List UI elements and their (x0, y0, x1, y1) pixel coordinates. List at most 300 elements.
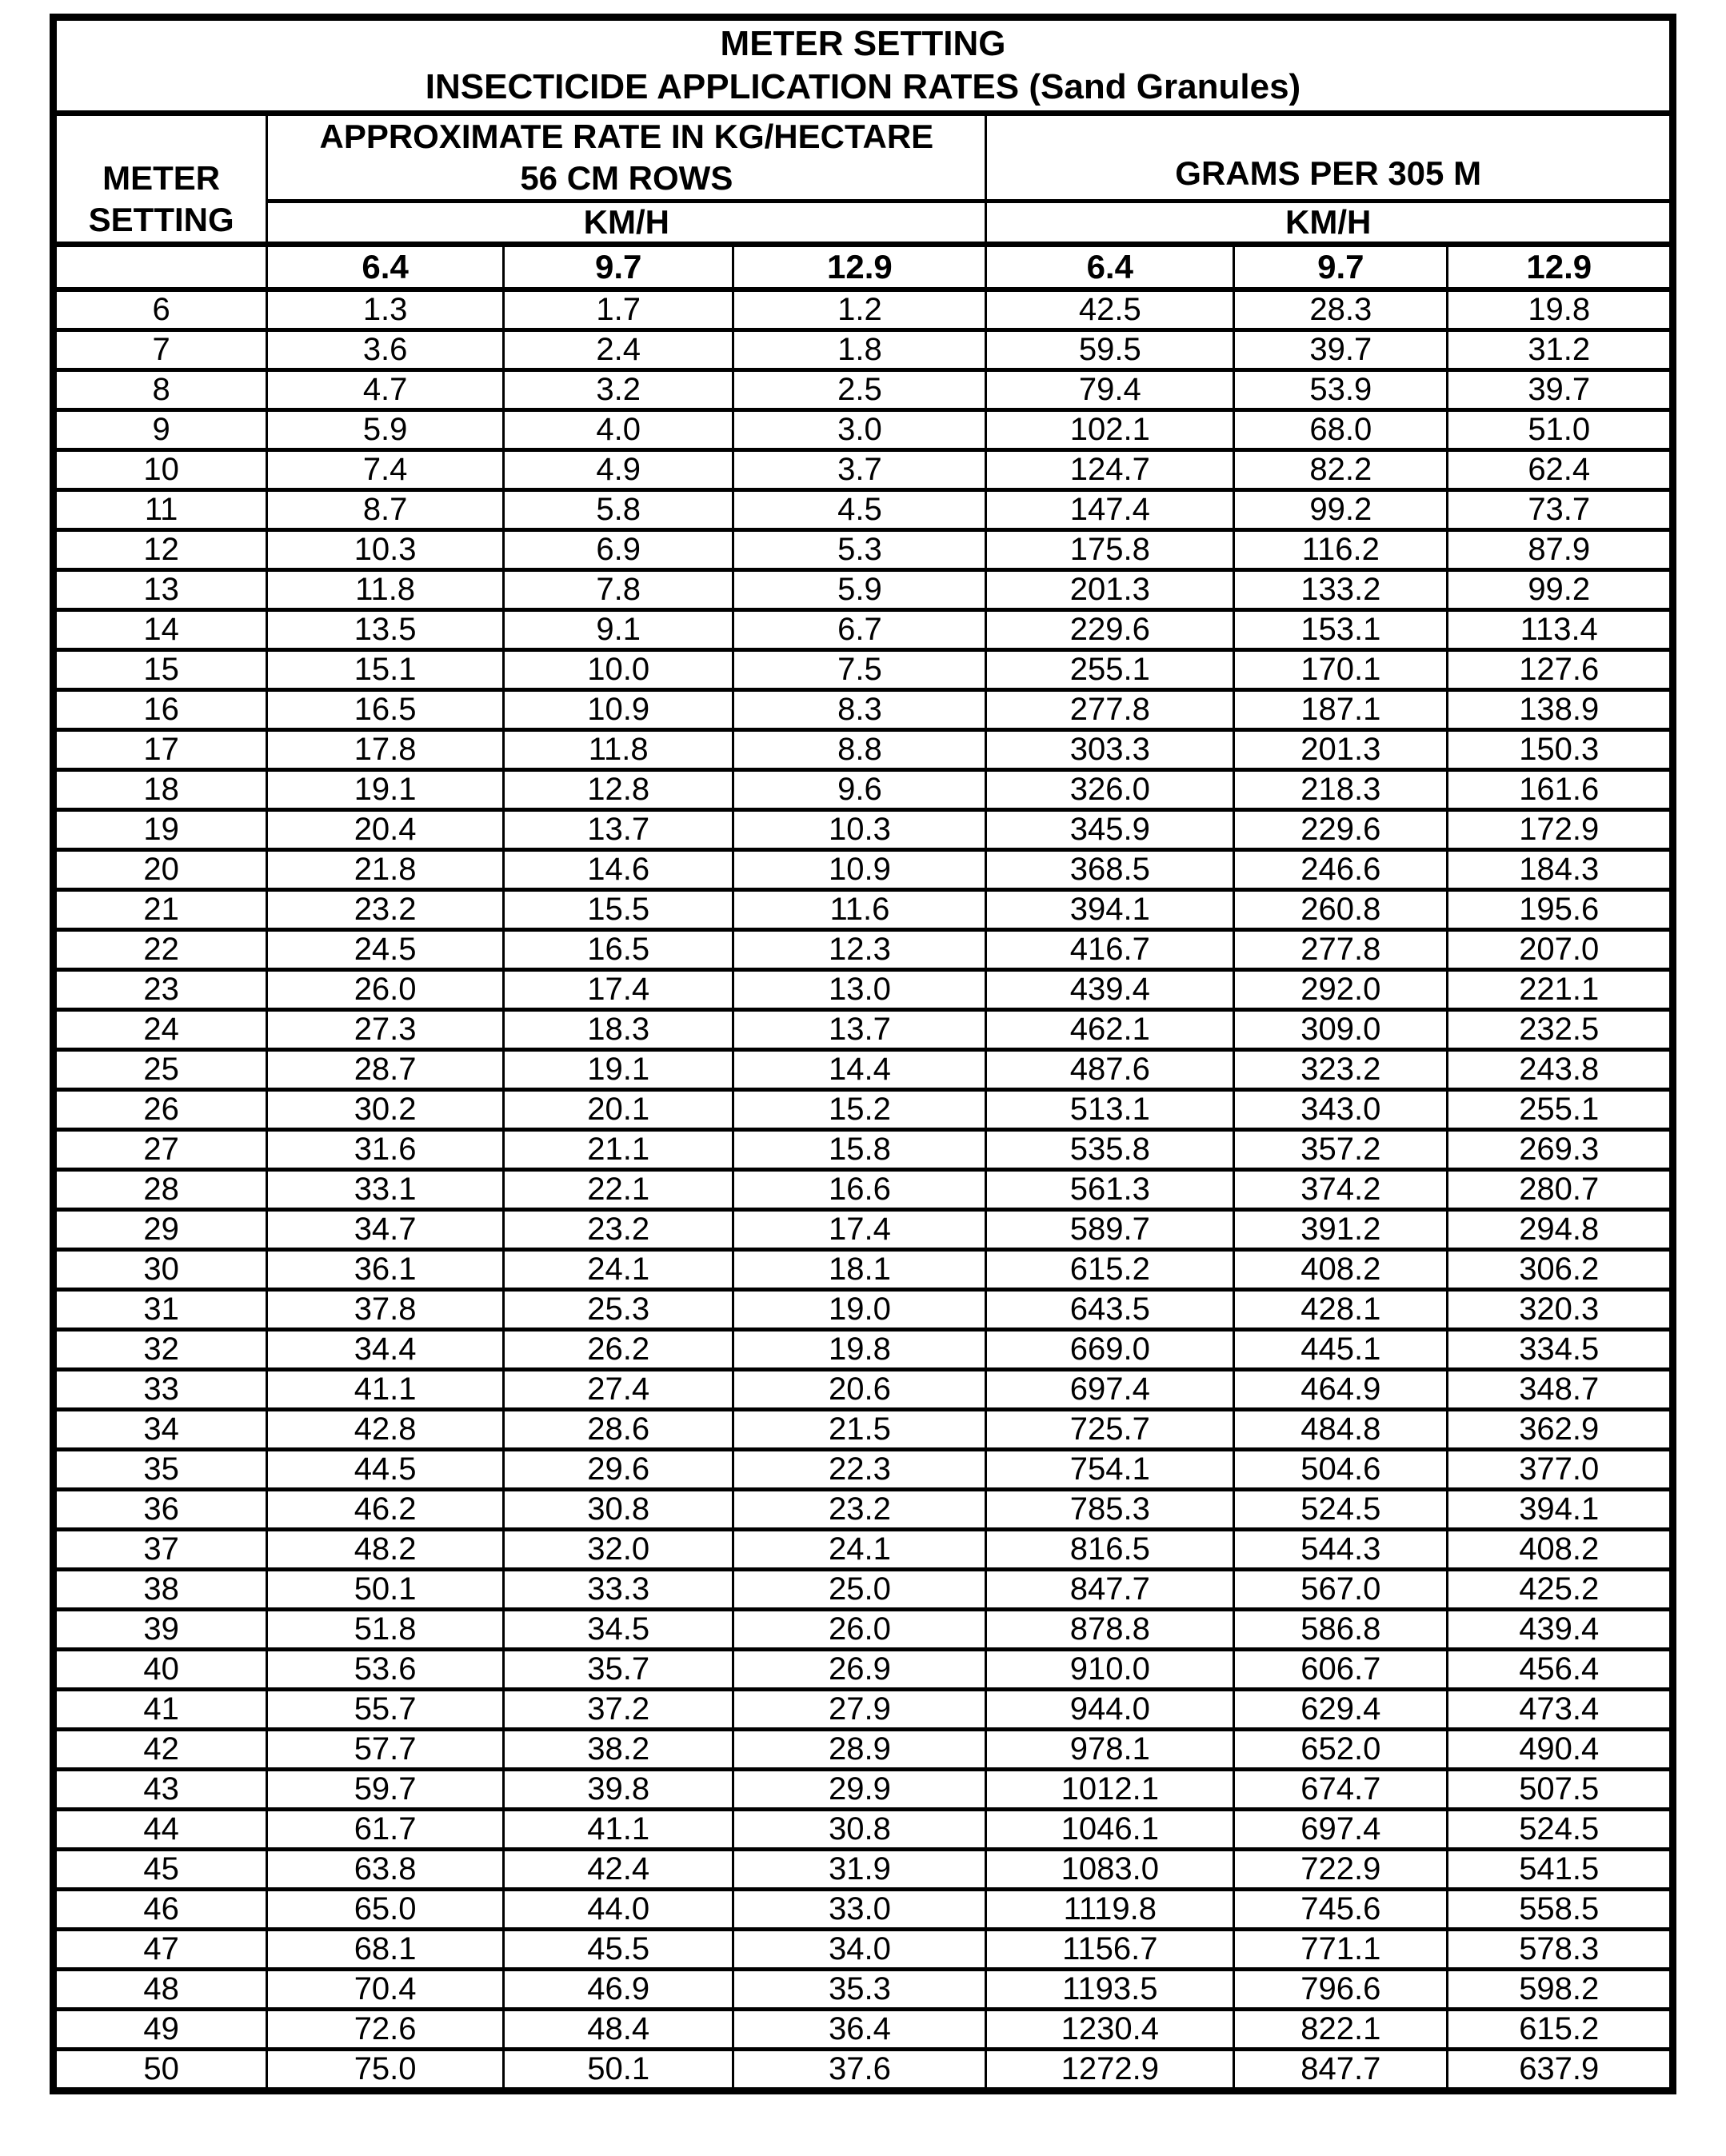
rate-value-cell: 1046.1 (986, 1810, 1234, 1850)
rate-value-cell: 544.3 (1234, 1530, 1448, 1570)
table-row (54, 1130, 1673, 1170)
rate-value-cell: 21.8 (267, 850, 504, 890)
rate-value-cell: 35.3 (733, 1970, 986, 2010)
rate-value-cell: 745.6 (1234, 1890, 1448, 1930)
rate-value-cell: 10.9 (733, 850, 986, 890)
rate-value-cell: 32.0 (503, 1530, 733, 1570)
rate-value-cell: 50.1 (267, 1570, 504, 1610)
table-row (54, 490, 1673, 530)
rate-value-cell: 606.7 (1234, 1650, 1448, 1690)
rate-value-cell: 13.7 (733, 1010, 986, 1050)
rate-value-cell: 504.6 (1234, 1450, 1448, 1490)
table-row (54, 1210, 1673, 1250)
rate-value-cell: 513.1 (986, 1090, 1234, 1130)
meter-setting-cell: 14 (54, 610, 267, 650)
rate-value-cell: 15.8 (733, 1130, 986, 1170)
rate-value-cell: 5.9 (267, 410, 504, 450)
rate-value-cell: 51.0 (1448, 410, 1673, 450)
rate-value-cell: 22.3 (733, 1450, 986, 1490)
rate-value-cell: 25.3 (503, 1290, 733, 1330)
table-row (54, 1930, 1673, 1970)
rate-value-cell: 46.9 (503, 1970, 733, 2010)
rate-value-cell: 161.6 (1448, 770, 1673, 810)
rate-value-cell: 2.5 (733, 370, 986, 410)
table-row (54, 1530, 1673, 1570)
rate-value-cell: 394.1 (1448, 1490, 1673, 1530)
rate-value-cell: 3.6 (267, 330, 504, 370)
rate-value-cell: 73.7 (1448, 490, 1673, 530)
meter-setting-cell: 26 (54, 1090, 267, 1130)
rate-value-cell: 26.0 (733, 1610, 986, 1650)
rate-value-cell: 38.2 (503, 1730, 733, 1770)
rate-value-cell: 99.2 (1448, 570, 1673, 610)
rate-value-cell: 25.0 (733, 1570, 986, 1610)
meter-setting-cell: 29 (54, 1210, 267, 1250)
rate-value-cell: 1.2 (733, 289, 986, 330)
meter-setting-cell: 19 (54, 810, 267, 850)
rate-value-cell: 428.1 (1234, 1290, 1448, 1330)
table-title-line2: INSECTICIDE APPLICATION RATES (Sand Granules) (425, 67, 1301, 106)
rate-value-cell: 207.0 (1448, 930, 1673, 970)
rate-value-cell: 484.8 (1234, 1410, 1448, 1450)
table-row (54, 1810, 1673, 1850)
meter-setting-cell: 41 (54, 1690, 267, 1730)
rate-value-cell: 368.5 (986, 850, 1234, 890)
rate-value-cell: 37.8 (267, 1290, 504, 1330)
rate-value-cell: 124.7 (986, 450, 1234, 490)
rate-value-cell: 229.6 (1234, 810, 1448, 850)
rate-value-cell: 150.3 (1448, 730, 1673, 770)
rate-value-cell: 408.2 (1448, 1530, 1673, 1570)
rate-value-cell: 28.3 (1234, 289, 1448, 330)
rate-value-cell: 280.7 (1448, 1170, 1673, 1210)
meter-setting-cell: 47 (54, 1930, 267, 1970)
rate-value-cell: 195.6 (1448, 890, 1673, 930)
rate-value-cell: 255.1 (986, 650, 1234, 690)
rate-value-cell: 29.9 (733, 1770, 986, 1810)
meter-setting-cell: 31 (54, 1290, 267, 1330)
table-row (54, 410, 1673, 450)
meter-setting-cell: 11 (54, 490, 267, 530)
rate-value-cell: 439.4 (986, 970, 1234, 1010)
rate-value-cell: 1119.8 (986, 1890, 1234, 1930)
meter-setting-cell: 38 (54, 1570, 267, 1610)
rate-value-cell: 20.1 (503, 1090, 733, 1130)
table-row (54, 1170, 1673, 1210)
rate-value-cell: 303.3 (986, 730, 1234, 770)
meter-setting-cell: 23 (54, 970, 267, 1010)
rate-value-cell: 464.9 (1234, 1370, 1448, 1410)
rate-value-cell: 70.4 (267, 1970, 504, 2010)
rate-value-cell: 309.0 (1234, 1010, 1448, 1050)
rate-value-cell: 19.8 (1448, 289, 1673, 330)
meter-setting-cell: 27 (54, 1130, 267, 1170)
rate-value-cell: 2.4 (503, 330, 733, 370)
rate-value-cell: 46.2 (267, 1490, 504, 1530)
table-row (54, 730, 1673, 770)
rate-value-cell: 116.2 (1234, 530, 1448, 570)
meter-setting-header-line1: METER (102, 159, 221, 197)
rate-value-cell: 18.3 (503, 1010, 733, 1050)
rate-value-cell: 62.4 (1448, 450, 1673, 490)
rate-value-cell: 17.4 (503, 970, 733, 1010)
meter-setting-cell: 37 (54, 1530, 267, 1570)
rate-value-cell: 10.9 (503, 690, 733, 730)
rate-value-cell: 425.2 (1448, 1570, 1673, 1610)
rate-value-cell: 5.9 (733, 570, 986, 610)
rate-value-cell: 16.6 (733, 1170, 986, 1210)
rate-value-cell: 277.8 (1234, 930, 1448, 970)
rate-value-cell: 11.6 (733, 890, 986, 930)
rate-value-cell: 456.4 (1448, 1650, 1673, 1690)
rate-value-cell: 578.3 (1448, 1930, 1673, 1970)
rate-value-cell: 28.6 (503, 1410, 733, 1450)
rate-value-cell: 232.5 (1448, 1010, 1673, 1050)
table-row (54, 2010, 1673, 2050)
meter-setting-cell: 17 (54, 730, 267, 770)
rate-value-cell: 11.8 (503, 730, 733, 770)
table-row (54, 1330, 1673, 1370)
table-row (54, 530, 1673, 570)
rate-value-cell: 201.3 (986, 570, 1234, 610)
rate-value-cell: 9.6 (733, 770, 986, 810)
blank-header-cell (54, 245, 267, 290)
rate-value-cell: 184.3 (1448, 850, 1673, 890)
insecticide-rate-table (50, 14, 1676, 2094)
rate-value-cell: 51.8 (267, 1610, 504, 1650)
rate-value-cell: 348.7 (1448, 1370, 1673, 1410)
table-row (54, 1890, 1673, 1930)
rate-value-cell: 944.0 (986, 1690, 1234, 1730)
rate-value-cell: 561.3 (986, 1170, 1234, 1210)
rate-value-cell: 796.6 (1234, 1970, 1448, 2010)
rate-value-cell: 462.1 (986, 1010, 1234, 1050)
rate-value-cell: 29.6 (503, 1450, 733, 1490)
rate-value-cell: 11.8 (267, 570, 504, 610)
kmh-label-left: KM/H (267, 202, 986, 245)
kg-per-hectare-group-header (267, 114, 986, 202)
meter-setting-cell: 45 (54, 1850, 267, 1890)
rate-value-cell: 218.3 (1234, 770, 1448, 810)
rate-value-cell: 19.1 (267, 770, 504, 810)
rate-value-cell: 68.0 (1234, 410, 1448, 450)
rate-value-cell: 4.9 (503, 450, 733, 490)
table-row (54, 570, 1673, 610)
rate-value-cell: 12.3 (733, 930, 986, 970)
rate-value-cell: 19.1 (503, 1050, 733, 1090)
table-row (54, 850, 1673, 890)
meter-setting-cell: 30 (54, 1250, 267, 1290)
rate-value-cell: 754.1 (986, 1450, 1234, 1490)
rate-value-cell: 1156.7 (986, 1930, 1234, 1970)
rate-value-cell: 3.0 (733, 410, 986, 450)
rate-value-cell: 910.0 (986, 1650, 1234, 1690)
rate-value-cell: 586.8 (1234, 1610, 1448, 1650)
meter-setting-cell: 13 (54, 570, 267, 610)
rate-value-cell: 326.0 (986, 770, 1234, 810)
kmh-label-right: KM/H (986, 202, 1673, 245)
speed-header-g-6-4: 6.4 (986, 245, 1234, 290)
table-row (54, 810, 1673, 850)
table-row (54, 1570, 1673, 1610)
rate-value-cell: 357.2 (1234, 1130, 1448, 1170)
meter-setting-cell: 33 (54, 1370, 267, 1410)
rate-value-cell: 246.6 (1234, 850, 1448, 890)
rate-value-cell: 24.1 (503, 1250, 733, 1290)
table-row (54, 1290, 1673, 1330)
meter-setting-cell: 18 (54, 770, 267, 810)
rate-value-cell: 20.4 (267, 810, 504, 850)
rate-value-cell: 589.7 (986, 1210, 1234, 1250)
rate-value-cell: 26.0 (267, 970, 504, 1010)
rate-value-cell: 391.2 (1234, 1210, 1448, 1250)
rate-value-cell: 42.8 (267, 1410, 504, 1450)
rate-value-cell: 816.5 (986, 1530, 1234, 1570)
rate-value-cell: 1193.5 (986, 1970, 1234, 2010)
rate-value-cell: 490.4 (1448, 1730, 1673, 1770)
rate-value-cell: 637.9 (1448, 2050, 1673, 2091)
rate-value-cell: 473.4 (1448, 1690, 1673, 1730)
rate-value-cell: 1.8 (733, 330, 986, 370)
rate-value-cell: 53.9 (1234, 370, 1448, 410)
rate-value-cell: 1230.4 (986, 2010, 1234, 2050)
rate-value-cell: 674.7 (1234, 1770, 1448, 1810)
meter-setting-cell: 22 (54, 930, 267, 970)
rate-value-cell: 9.1 (503, 610, 733, 650)
rate-value-cell: 7.8 (503, 570, 733, 610)
meter-setting-cell: 10 (54, 450, 267, 490)
speed-header-kg-6-4: 6.4 (267, 245, 504, 290)
rate-value-cell: 24.5 (267, 930, 504, 970)
speed-header-g-12-9: 12.9 (1448, 245, 1673, 290)
rate-value-cell: 374.2 (1234, 1170, 1448, 1210)
rate-value-cell: 13.5 (267, 610, 504, 650)
rate-value-cell: 170.1 (1234, 650, 1448, 690)
rate-value-cell: 615.2 (1448, 2010, 1673, 2050)
table-row (54, 1410, 1673, 1450)
rate-value-cell: 18.1 (733, 1250, 986, 1290)
rate-value-cell: 53.6 (267, 1650, 504, 1690)
meter-setting-cell: 34 (54, 1410, 267, 1450)
rate-value-cell: 294.8 (1448, 1210, 1673, 1250)
rate-value-cell: 524.5 (1234, 1490, 1448, 1530)
rate-value-cell: 320.3 (1448, 1290, 1673, 1330)
rate-value-cell: 55.7 (267, 1690, 504, 1730)
table-row (54, 330, 1673, 370)
rate-value-cell: 39.8 (503, 1770, 733, 1810)
rate-value-cell: 13.0 (733, 970, 986, 1010)
rate-value-cell: 30.8 (733, 1810, 986, 1850)
rate-value-cell: 147.4 (986, 490, 1234, 530)
rate-value-cell: 24.1 (733, 1530, 986, 1570)
rate-value-cell: 127.6 (1448, 650, 1673, 690)
rate-value-cell: 30.2 (267, 1090, 504, 1130)
rate-value-cell: 21.5 (733, 1410, 986, 1450)
rate-value-cell: 63.8 (267, 1850, 504, 1890)
rate-table-body (54, 289, 1673, 2091)
table-title-row (54, 18, 1673, 114)
meter-setting-cell: 8 (54, 370, 267, 410)
rate-value-cell: 8.8 (733, 730, 986, 770)
rate-value-cell: 16.5 (267, 690, 504, 730)
table-row (54, 930, 1673, 970)
table-row (54, 450, 1673, 490)
rate-value-cell: 725.7 (986, 1410, 1234, 1450)
speed-header-g-9-7: 9.7 (1234, 245, 1448, 290)
rate-value-cell: 23.2 (503, 1210, 733, 1250)
table-row (54, 1970, 1673, 2010)
rate-value-cell: 153.1 (1234, 610, 1448, 650)
meter-setting-cell: 24 (54, 1010, 267, 1050)
table-row (54, 1050, 1673, 1090)
rate-value-cell: 10.0 (503, 650, 733, 690)
rate-value-cell: 15.1 (267, 650, 504, 690)
rate-value-cell: 33.0 (733, 1890, 986, 1930)
rate-value-cell: 31.9 (733, 1850, 986, 1890)
rate-value-cell: 652.0 (1234, 1730, 1448, 1770)
rate-value-cell: 37.6 (733, 2050, 986, 2091)
meter-setting-cell: 42 (54, 1730, 267, 1770)
rate-value-cell: 822.1 (1234, 2010, 1448, 2050)
rate-value-cell: 42.4 (503, 1850, 733, 1890)
rate-value-cell: 34.7 (267, 1210, 504, 1250)
rate-value-cell: 16.5 (503, 930, 733, 970)
rate-value-cell: 255.1 (1448, 1090, 1673, 1130)
table-row (54, 1770, 1673, 1810)
rate-value-cell: 277.8 (986, 690, 1234, 730)
rate-value-cell: 323.2 (1234, 1050, 1448, 1090)
rate-value-cell: 30.8 (503, 1490, 733, 1530)
rate-value-cell: 5.8 (503, 490, 733, 530)
meter-setting-cell: 32 (54, 1330, 267, 1370)
rate-value-cell: 4.5 (733, 490, 986, 530)
speed-header-kg-9-7: 9.7 (503, 245, 733, 290)
table-row (54, 1650, 1673, 1690)
kg-group-header-line2: 56 CM ROWS (520, 159, 733, 197)
rate-value-cell: 722.9 (1234, 1850, 1448, 1890)
meter-setting-cell: 49 (54, 2010, 267, 2050)
rate-value-cell: 334.5 (1448, 1330, 1673, 1370)
rate-value-cell: 4.0 (503, 410, 733, 450)
rate-value-cell: 27.3 (267, 1010, 504, 1050)
rate-value-cell: 8.7 (267, 490, 504, 530)
rate-value-cell: 65.0 (267, 1890, 504, 1930)
speed-header-kg-12-9: 12.9 (733, 245, 986, 290)
rate-value-cell: 643.5 (986, 1290, 1234, 1330)
rate-value-cell: 31.6 (267, 1130, 504, 1170)
rate-value-cell: 14.6 (503, 850, 733, 890)
table-row (54, 1370, 1673, 1410)
rate-value-cell: 27.9 (733, 1690, 986, 1730)
rate-value-cell: 99.2 (1234, 490, 1448, 530)
rate-value-cell: 61.7 (267, 1810, 504, 1850)
table-row (54, 610, 1673, 650)
rate-value-cell: 175.8 (986, 530, 1234, 570)
rate-value-cell: 524.5 (1448, 1810, 1673, 1850)
rate-value-cell: 201.3 (1234, 730, 1448, 770)
meter-setting-cell: 35 (54, 1450, 267, 1490)
rate-value-cell: 10.3 (733, 810, 986, 850)
rate-value-cell: 41.1 (503, 1810, 733, 1850)
column-group-header-row (54, 114, 1673, 202)
kmh-header-row (54, 202, 1673, 245)
table-row (54, 650, 1673, 690)
rate-value-cell: 17.8 (267, 730, 504, 770)
table-row (54, 1690, 1673, 1730)
meter-setting-column-header (54, 114, 267, 245)
rate-value-cell: 697.4 (1234, 1810, 1448, 1850)
rate-value-cell: 19.8 (733, 1330, 986, 1370)
rate-value-cell: 978.1 (986, 1730, 1234, 1770)
rate-value-cell: 615.2 (986, 1250, 1234, 1290)
rate-value-cell: 21.1 (503, 1130, 733, 1170)
rate-value-cell: 33.1 (267, 1170, 504, 1210)
rate-value-cell: 72.6 (267, 2010, 504, 2050)
rate-value-cell: 6.7 (733, 610, 986, 650)
rate-value-cell: 26.9 (733, 1650, 986, 1690)
table-row (54, 2050, 1673, 2091)
rate-value-cell: 26.2 (503, 1330, 733, 1370)
rate-value-cell: 10.3 (267, 530, 504, 570)
table-title (54, 18, 1673, 114)
rate-value-cell: 33.3 (503, 1570, 733, 1610)
rate-value-cell: 558.5 (1448, 1890, 1673, 1930)
rate-value-cell: 1012.1 (986, 1770, 1234, 1810)
rate-value-cell: 567.0 (1234, 1570, 1448, 1610)
rate-value-cell: 28.7 (267, 1050, 504, 1090)
rate-value-cell: 771.1 (1234, 1930, 1448, 1970)
rate-value-cell: 487.6 (986, 1050, 1234, 1090)
rate-value-cell: 7.5 (733, 650, 986, 690)
table-row (54, 970, 1673, 1010)
rate-value-cell: 172.9 (1448, 810, 1673, 850)
rate-value-cell: 34.4 (267, 1330, 504, 1370)
rate-value-cell: 408.2 (1234, 1250, 1448, 1290)
rate-value-cell: 535.8 (986, 1130, 1234, 1170)
table-row (54, 370, 1673, 410)
rate-value-cell: 541.5 (1448, 1850, 1673, 1890)
table-row (54, 1010, 1673, 1050)
meter-setting-cell: 6 (54, 289, 267, 330)
rate-value-cell: 3.2 (503, 370, 733, 410)
table-row (54, 1450, 1673, 1490)
rate-value-cell: 41.1 (267, 1370, 504, 1410)
rate-value-cell: 785.3 (986, 1490, 1234, 1530)
rate-value-cell: 4.7 (267, 370, 504, 410)
rate-value-cell: 292.0 (1234, 970, 1448, 1010)
rate-value-cell: 1.3 (267, 289, 504, 330)
rate-value-cell: 1083.0 (986, 1850, 1234, 1890)
meter-setting-cell: 46 (54, 1890, 267, 1930)
rate-value-cell: 34.0 (733, 1930, 986, 1970)
rate-value-cell: 15.5 (503, 890, 733, 930)
rate-value-cell: 28.9 (733, 1730, 986, 1770)
rate-value-cell: 229.6 (986, 610, 1234, 650)
rate-value-cell: 362.9 (1448, 1410, 1673, 1450)
meter-setting-cell: 50 (54, 2050, 267, 2091)
table-row (54, 1090, 1673, 1130)
table-title-line1: METER SETTING (720, 24, 1006, 63)
rate-value-cell: 138.9 (1448, 690, 1673, 730)
meter-setting-cell: 43 (54, 1770, 267, 1810)
rate-value-cell: 36.4 (733, 2010, 986, 2050)
rate-value-cell: 27.4 (503, 1370, 733, 1410)
meter-setting-cell: 21 (54, 890, 267, 930)
table-row (54, 1730, 1673, 1770)
rate-value-cell: 669.0 (986, 1330, 1234, 1370)
rate-value-cell: 8.3 (733, 690, 986, 730)
meter-setting-cell: 7 (54, 330, 267, 370)
